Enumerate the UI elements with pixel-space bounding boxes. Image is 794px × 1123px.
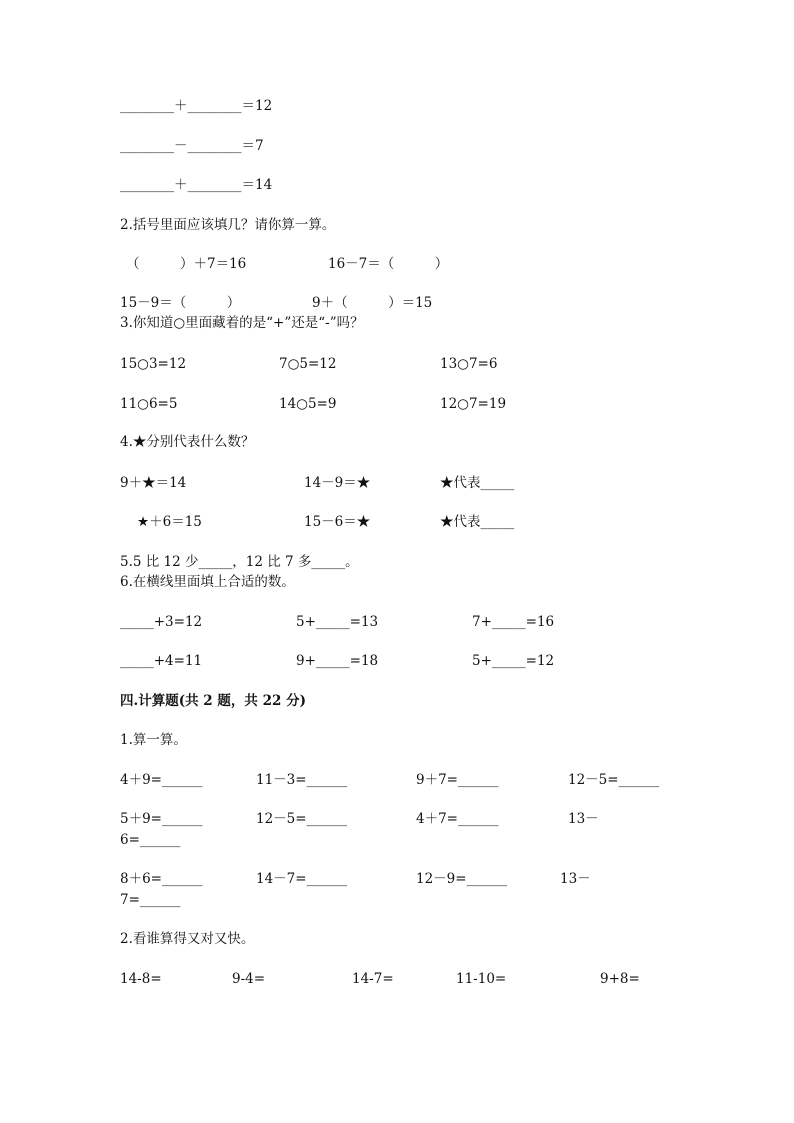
- q3-item: 15○3=12: [120, 356, 187, 372]
- calc-2-item: 9-4=: [232, 971, 266, 987]
- calc-2-item: 11-10=: [456, 971, 507, 987]
- q3-item: 14○5=9: [279, 396, 337, 412]
- q4-item: ★＋6＝15: [137, 514, 202, 530]
- calc-1-item: 4＋7=______: [416, 811, 499, 827]
- calc-1-item: 5＋9=______: [120, 811, 203, 827]
- q4-item: ★代表_____: [440, 514, 515, 530]
- q6-item: _____+4=11: [120, 653, 203, 669]
- section-4-heading: 四.计算题(共 2 题，共 22 分): [120, 693, 306, 709]
- q3-item: 12○7=19: [440, 396, 507, 412]
- calc-1-item: 8＋6=______: [120, 871, 203, 887]
- q4-item: 9＋★＝14: [120, 475, 187, 491]
- calc-1-item-wrapped-end: 7=______: [120, 892, 181, 908]
- q6-item: 5+_____=13: [296, 614, 379, 630]
- calc-1-item-wrapped-start: 13－: [560, 871, 591, 887]
- question-4-title: 4.★分别代表什么数？: [120, 434, 255, 450]
- q3-item: 11○6=5: [120, 396, 178, 412]
- q4-item: 15－6＝★: [304, 514, 371, 530]
- question-6-title: 6.在横线里面填上合适的数。: [120, 574, 295, 590]
- q4-item: ★代表_____: [440, 475, 515, 491]
- blank-equation-3: ________＋________＝14: [120, 177, 273, 193]
- calc-1-item: 4＋9=______: [120, 772, 203, 788]
- calc-1-item: 12－5=______: [568, 772, 660, 788]
- calc-1-item: 9＋7=______: [416, 772, 499, 788]
- calc-2-title: 2.看谁算得又对又快。: [120, 931, 255, 947]
- q6-item: 5+_____=12: [472, 653, 555, 669]
- calc-1-item: 12－5=______: [256, 811, 348, 827]
- q2-item: 16－7＝（ ）: [328, 256, 449, 272]
- q6-item: _____+3=12: [120, 614, 203, 630]
- blank-equation-1: ________＋________＝12: [120, 98, 273, 114]
- calc-2-item: 14-7=: [352, 971, 394, 987]
- calc-1-title: 1.算一算。: [120, 732, 187, 748]
- question-3-title: 3.你知道○里面藏着的是“+”还是“-”吗？: [120, 315, 364, 331]
- calc-1-item-wrapped-end: 6=______: [120, 832, 181, 848]
- calc-2-item: 14-8=: [120, 971, 162, 987]
- calc-1-item: 14－7=______: [256, 871, 348, 887]
- q6-item: 7+_____=16: [472, 614, 555, 630]
- question-2-title: 2.括号里面应该填几？请你算一算。: [120, 217, 336, 233]
- question-5: 5.5 比 12 少_____，12 比 7 多_____。: [120, 554, 359, 570]
- calc-1-item: 11－3=______: [256, 772, 348, 788]
- calc-2-item: 9+8=: [600, 971, 640, 987]
- q2-item: 15－9＝（ ）: [120, 295, 241, 311]
- q6-item: 9+_____=18: [296, 653, 379, 669]
- q3-item: 7○5=12: [279, 356, 337, 372]
- q3-item: 13○7=6: [440, 356, 498, 372]
- blank-equation-2: ________－________＝7: [120, 138, 264, 154]
- calc-1-item: 12－9=______: [416, 871, 508, 887]
- calc-1-item-wrapped-start: 13－: [568, 811, 599, 827]
- q2-item: 9＋（ ）＝15: [312, 295, 433, 311]
- q4-item: 14－9＝★: [304, 475, 371, 491]
- q2-item: （ ）＋7＝16: [126, 256, 247, 272]
